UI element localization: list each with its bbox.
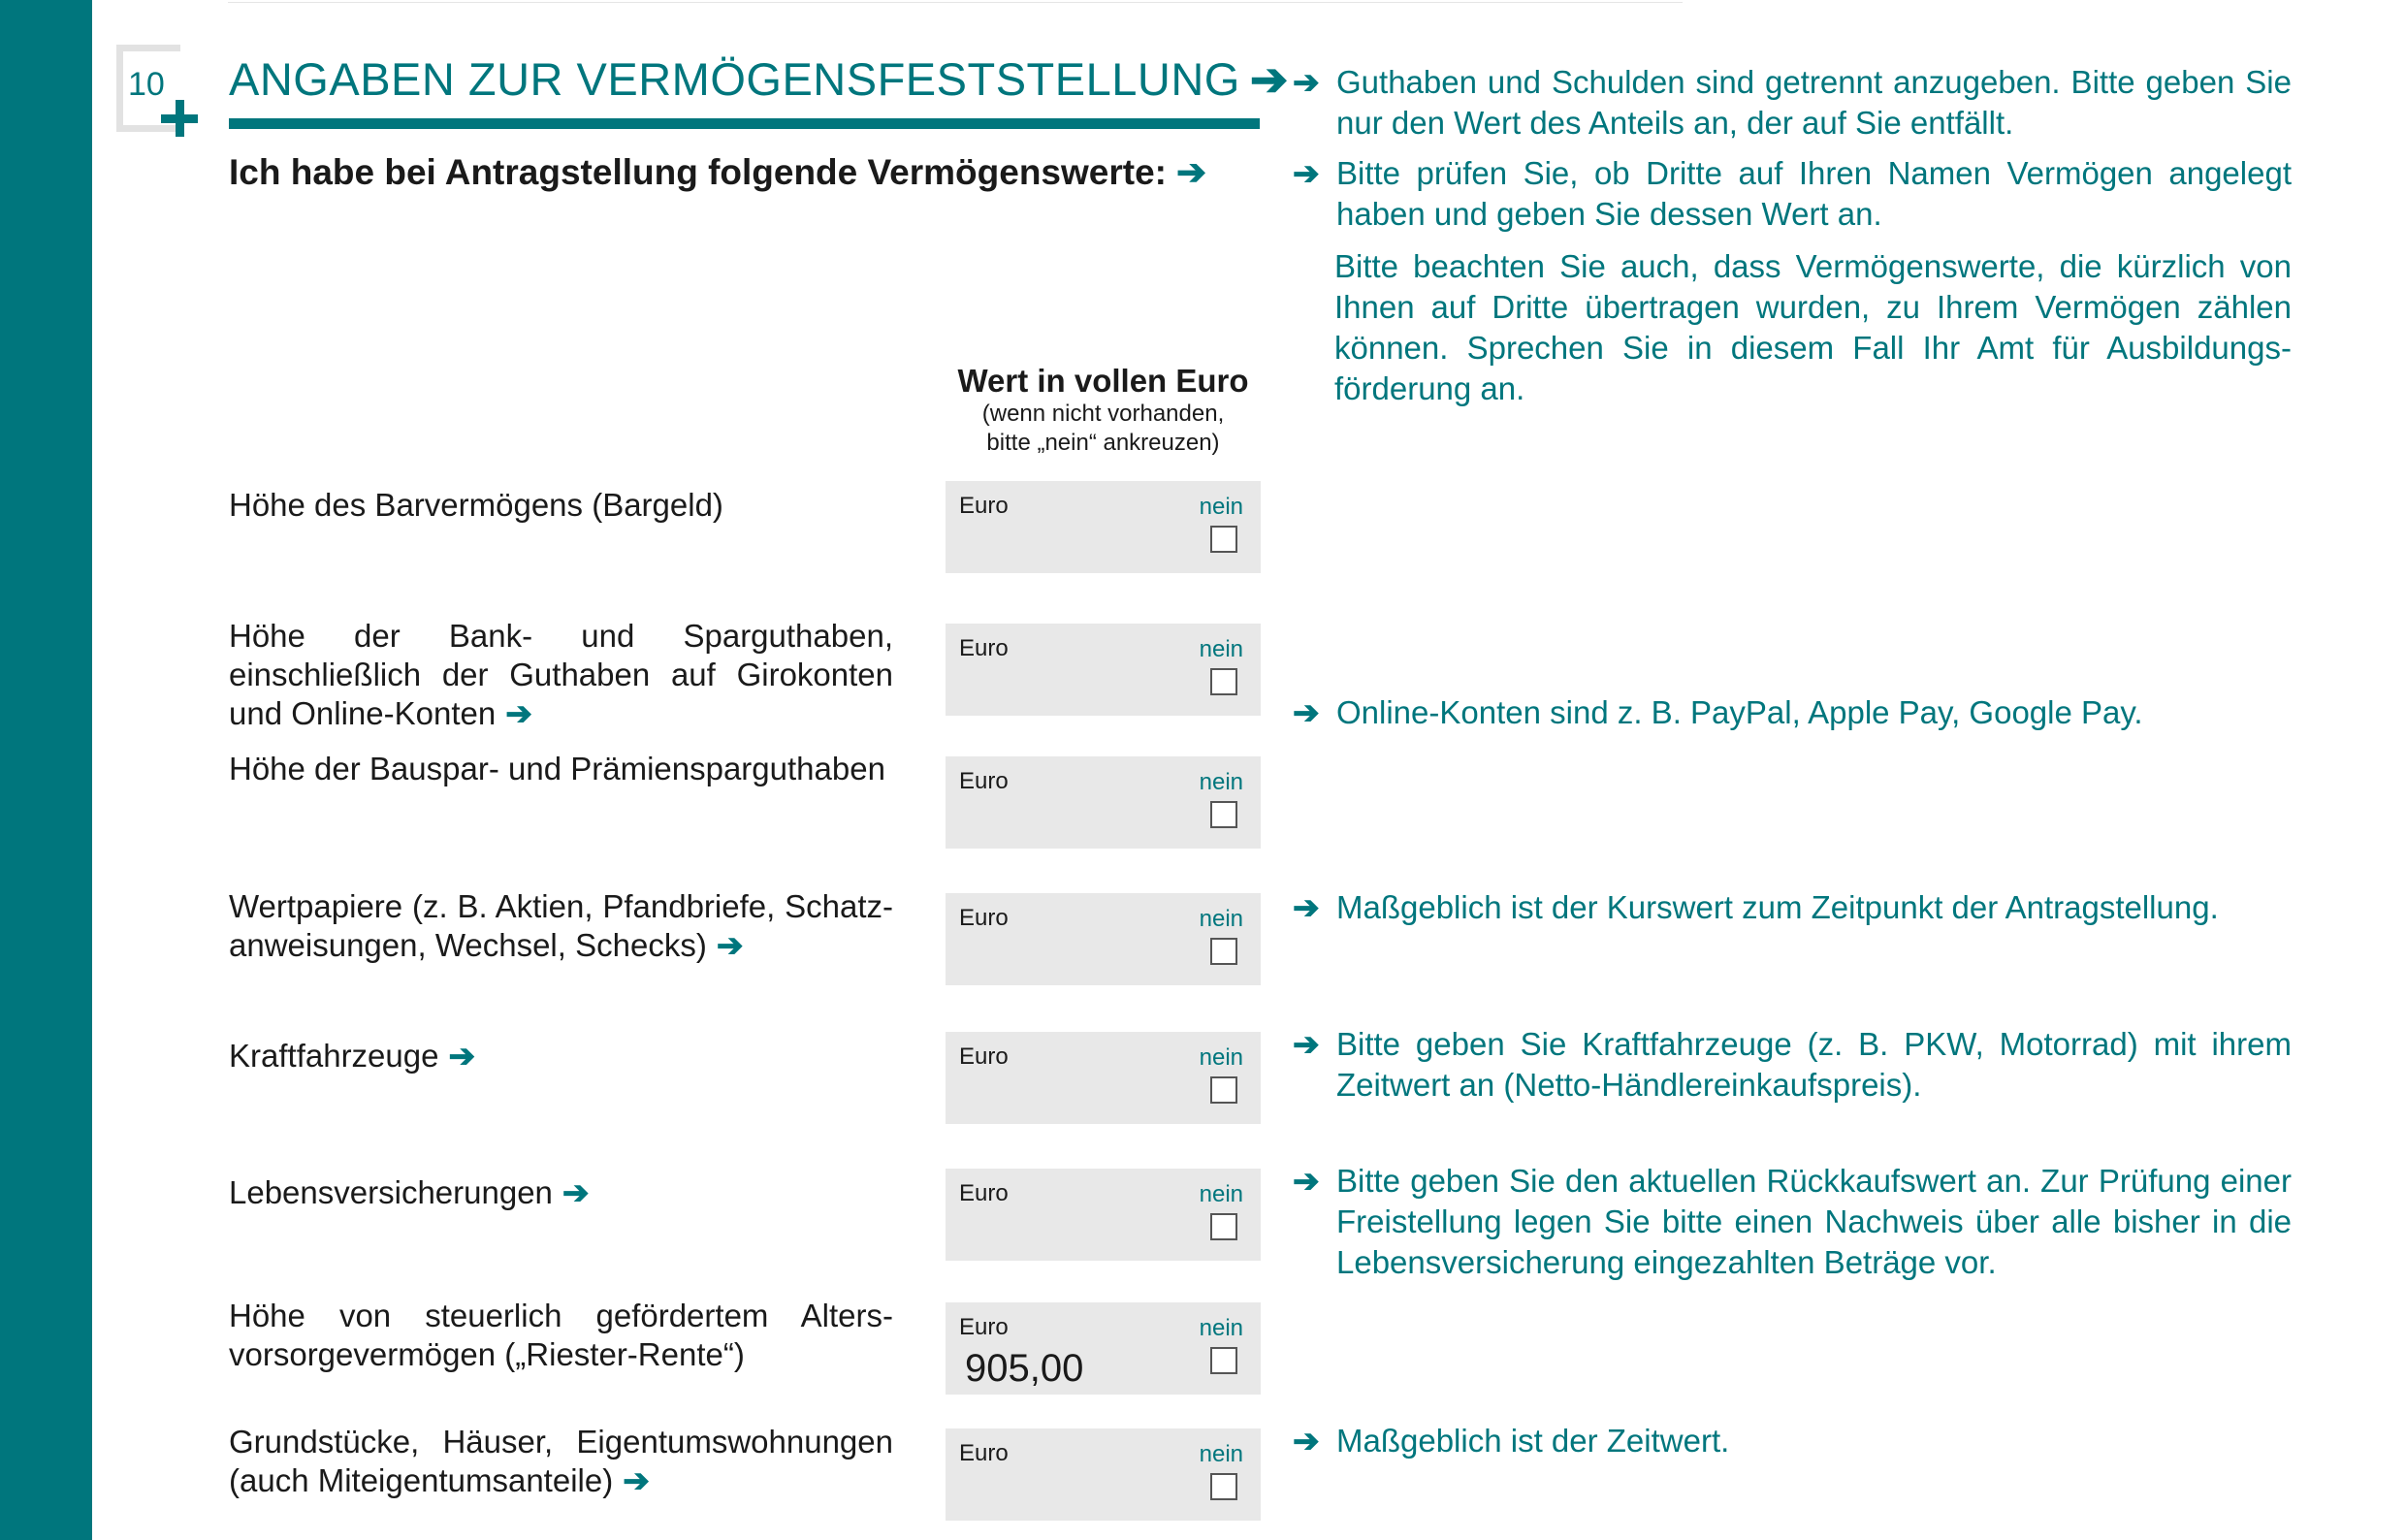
note-text: Online-Konten sind z. B. PayPal, Apple Pay, Google Pay.: [1336, 694, 2143, 730]
value-column-title: Wert in vollen Euro: [957, 363, 1249, 399]
row-label-text: Lebensversicherungen: [229, 1174, 553, 1210]
row-label-text: Wertpapiere (z. B. Aktien, Pfandbriefe, Schatzanweisungen, Wechsel, Schecks): [229, 888, 893, 963]
nein-label: nein: [1199, 1315, 1243, 1341]
arrow-bullet-icon: ➔: [1293, 694, 1320, 730]
row-label-bank: [229, 617, 893, 733]
nein-label: nein: [1199, 769, 1243, 795]
section-number-badge: [116, 45, 198, 138]
row-label-text: Grundstücke, Häuser, Eigentumswohnungen (auch Miteigentumsanteile): [229, 1424, 893, 1498]
note-text: Bitte geben Sie Kraftfahrzeuge (z. B. PKW, Motorrad) mit ihrem Zeitwert an (Netto-Händlereinkaufspreis).: [1336, 1026, 2292, 1103]
note-text: Bitte beachten Sie auch, dass Vermögenswerte, die kürzlich von Ihnen auf Dritte übertragen wurden, zu Ihrem Vermögen zählen können. Sprechen Sie in diesem Fall Ihr Amt für Ausbildungsförderung an.: [1334, 248, 2292, 406]
note-text: Maßgeblich ist der Kurswert zum Zeitpunkt der Antragstellung.: [1336, 889, 2219, 925]
nein-checkbox[interactable]: [1210, 801, 1237, 828]
arrow-bullet-icon: ➔: [1293, 889, 1320, 925]
arrow-bullet-icon: ➔: [1293, 155, 1320, 191]
nein-label: nein: [1199, 1441, 1243, 1467]
value-column-hint-1: (wenn nicht vorhanden,: [981, 401, 1225, 427]
currency-label: Euro: [959, 1043, 1009, 1070]
row-label-text: Höhe von steuerlich gefördertem Altersvorsorgevermögen („Riester-Rente“): [229, 1298, 893, 1372]
value-column-hint-2: bitte „nein“ ankreuzen): [986, 430, 1220, 456]
note-third-parties: [1293, 153, 2292, 235]
arrow-icon[interactable]: ➔: [1175, 152, 1206, 192]
arrow-bullet-icon: ➔: [1293, 64, 1320, 100]
note-vehicles: [1293, 1024, 2292, 1106]
arrow-icon[interactable]: ➔: [448, 1038, 476, 1074]
value-field-cash[interactable]: [946, 481, 1261, 573]
note-assets-debts: [1293, 62, 2292, 144]
title-rule: [229, 118, 1260, 129]
currency-label: Euro: [959, 493, 1009, 519]
plus-icon-vertical: [176, 100, 184, 137]
section-title: [229, 52, 1289, 107]
nein-label: nein: [1199, 1044, 1243, 1071]
note-text: Guthaben und Schulden sind getrennt anzugeben. Bitte geben Sie nur den Wert des Anteils an, der auf Sie entfällt.: [1336, 64, 2292, 141]
section-number: 10: [128, 66, 165, 103]
nein-label: nein: [1199, 906, 1243, 932]
arrow-icon[interactable]: ➔: [505, 695, 532, 731]
section-title-text: ANGABEN ZUR VERMÖGENSFESTSTELLUNG: [229, 53, 1240, 105]
nein-label: nein: [1199, 494, 1243, 520]
nein-checkbox[interactable]: [1210, 1076, 1237, 1104]
currency-label: Euro: [959, 905, 1009, 931]
row-label-text: Höhe der Bank- und Sparguthaben, einschließlich der Guthaben auf Girokonten und Online-Konten: [229, 618, 893, 731]
value-field-securities[interactable]: [946, 893, 1261, 985]
arrow-bullet-icon: ➔: [1293, 1423, 1320, 1459]
value-column-header: [946, 363, 1261, 458]
row-label-text: Kraftfahrzeuge: [229, 1038, 439, 1074]
nein-label: nein: [1199, 1181, 1243, 1207]
currency-label: Euro: [959, 635, 1009, 661]
arrow-icon[interactable]: ➔: [561, 1174, 590, 1210]
row-label-cash: [229, 486, 893, 525]
currency-label: Euro: [959, 1314, 1009, 1340]
note-text: Bitte geben Sie den aktuellen Rückkaufswert an. Zur Prüfung einer Freistellung legen Sie bitte einen Nachweis über alle bisher in die Lebensversicherung eingezahlten Beträge vor.: [1336, 1163, 2292, 1280]
nein-checkbox[interactable]: [1210, 526, 1237, 553]
arrow-icon[interactable]: ➔: [623, 1462, 650, 1498]
nein-label: nein: [1199, 636, 1243, 662]
nein-checkbox[interactable]: [1210, 668, 1237, 695]
row-label-text: Höhe des Barvermögens (Bargeld): [229, 487, 723, 523]
currency-label: Euro: [959, 768, 1009, 794]
nein-checkbox[interactable]: [1210, 1213, 1237, 1240]
value-field-bank[interactable]: [946, 624, 1261, 716]
arrow-bullet-icon: ➔: [1293, 1026, 1320, 1062]
note-text: Maßgeblich ist der Zeitwert.: [1336, 1423, 1730, 1459]
row-label-life-insurance: [229, 1173, 893, 1212]
arrow-icon[interactable]: ➔: [716, 927, 744, 963]
row-label-securities: [229, 887, 893, 965]
section-subtitle-text: Ich habe bei Antragstellung folgende Vermögenswerte:: [229, 152, 1167, 192]
value-field-life-insurance[interactable]: [946, 1169, 1261, 1261]
note-transfers: [1293, 246, 2292, 409]
nein-checkbox[interactable]: [1210, 1347, 1237, 1374]
note-life-insurance: [1293, 1161, 2292, 1283]
row-label-riester: [229, 1297, 893, 1374]
note-real-estate: [1293, 1421, 2292, 1461]
arrow-icon[interactable]: ➔: [1249, 53, 1289, 105]
row-label-vehicles: [229, 1037, 893, 1075]
note-text: Bitte prüfen Sie, ob Dritte auf Ihren Namen Vermögen angelegt haben und geben Sie dessen Wert an.: [1336, 155, 2292, 232]
nein-checkbox[interactable]: [1210, 1473, 1237, 1500]
left-accent-bar: [0, 0, 92, 1540]
note-online-accounts: [1293, 692, 2292, 733]
row-label-bauspar: [229, 750, 893, 788]
nein-checkbox[interactable]: [1210, 938, 1237, 965]
section-subtitle: [229, 151, 1206, 193]
row-label-text: Höhe der Bauspar- und Prämiensparguthaben: [229, 751, 885, 786]
arrow-bullet-icon: ➔: [1293, 1163, 1320, 1199]
row-label-real-estate: [229, 1423, 893, 1500]
value-field-vehicles[interactable]: [946, 1032, 1261, 1124]
value-field-riester[interactable]: [946, 1302, 1261, 1395]
currency-label: Euro: [959, 1440, 1009, 1466]
value-field-bauspar[interactable]: [946, 756, 1261, 849]
top-divider: [228, 2, 1683, 3]
currency-label: Euro: [959, 1180, 1009, 1206]
value-input[interactable]: 905,00: [965, 1347, 1084, 1390]
note-securities: [1293, 887, 2292, 928]
value-field-real-estate[interactable]: [946, 1428, 1261, 1521]
